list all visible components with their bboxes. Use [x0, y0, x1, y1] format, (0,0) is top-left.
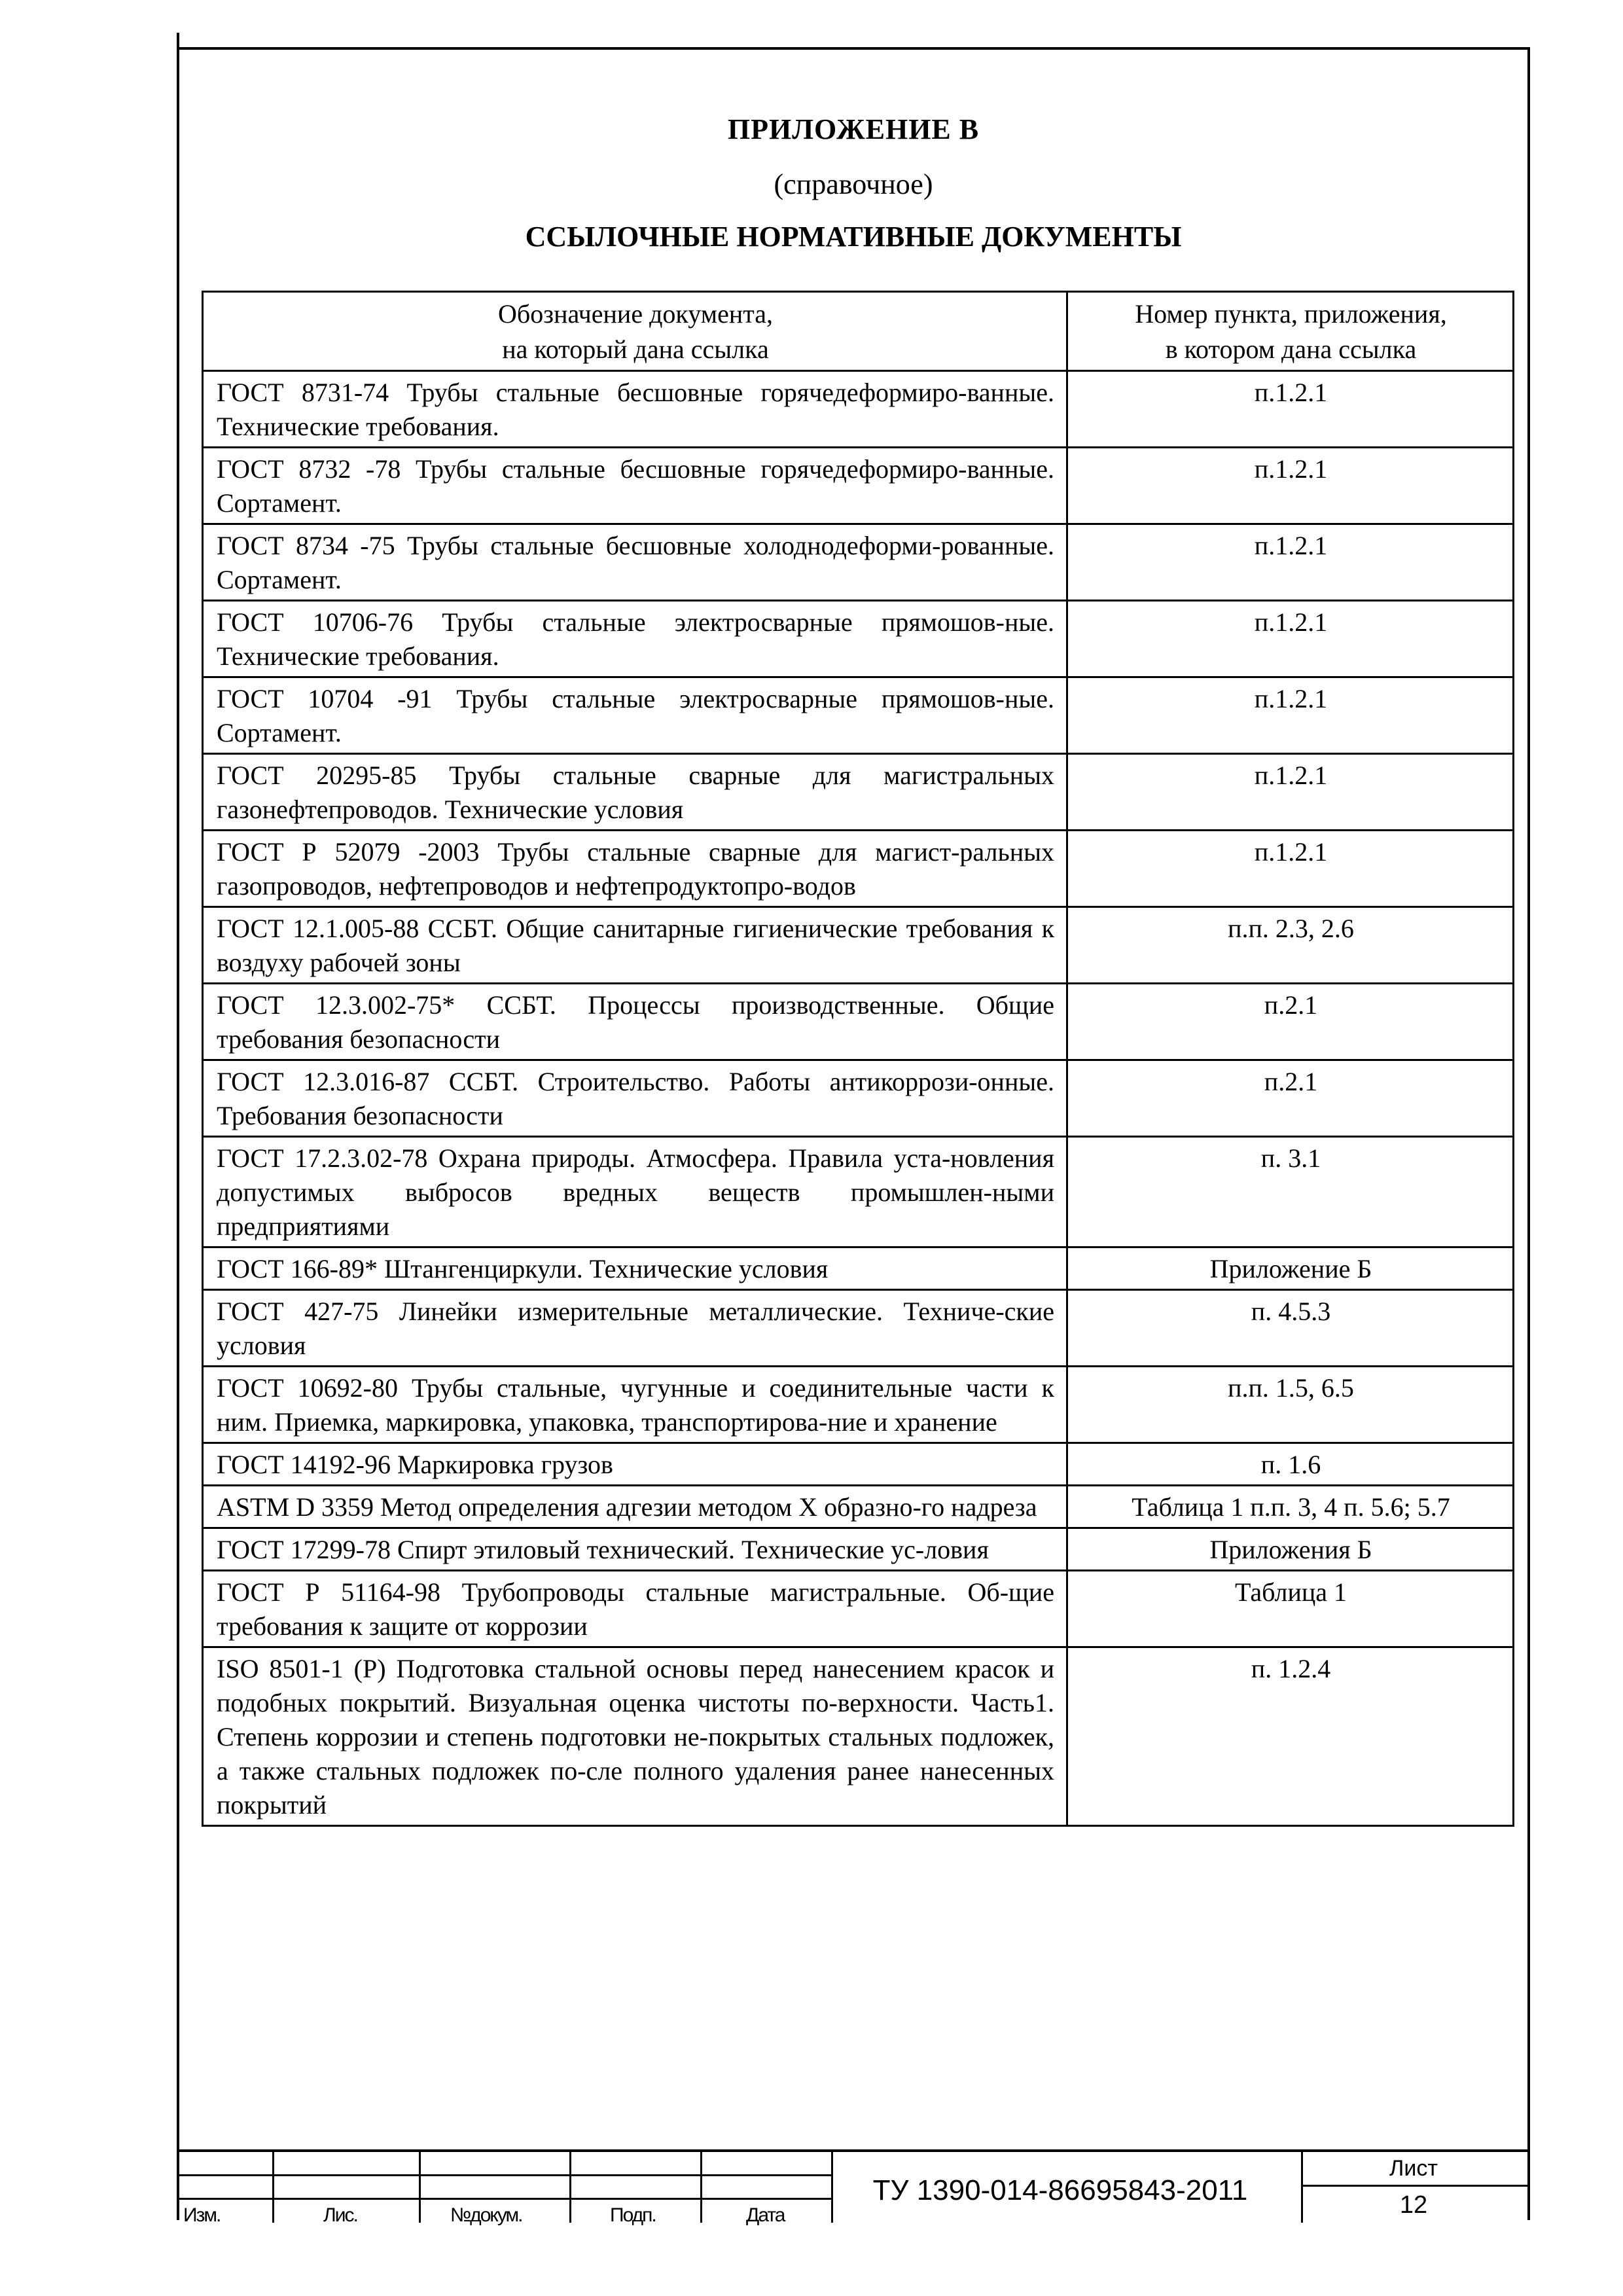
reference-cell: п. 4.5.3 — [1067, 1290, 1514, 1367]
table-row — [203, 831, 1514, 907]
appendix-title: ПРИЛОЖЕНИЕ В — [727, 113, 980, 145]
reference-cell: п. 1.6 — [1067, 1443, 1514, 1486]
table-row — [203, 1528, 1514, 1571]
table-row — [203, 1247, 1514, 1290]
reference-cell: п.1.2.1 — [1067, 754, 1514, 831]
stamp-label-data: Дата — [746, 2204, 785, 2226]
stamp-label-podp: Подп. — [610, 2204, 656, 2226]
reference-cell: п.1.2.1 — [1067, 448, 1514, 524]
table-body — [203, 371, 1514, 1826]
table-row — [203, 1290, 1514, 1367]
reference-cell: п. 3.1 — [1067, 1137, 1514, 1247]
document-cell: ISO 8501-1 (P) Подготовка стальной основы перед нанесением красок и подобных покрытий. Визуальная оценка чистоты по-верхности. Часть1. Степень коррозии и степень подготовки не-покрытых стальных подложек, а также стальных подложек по-сле полного удаления ранее нанесенных покрытий — [203, 1647, 1067, 1826]
stamp-divider — [419, 2152, 421, 2223]
table-row — [203, 907, 1514, 984]
appendix-subtitle: (справочное) — [774, 168, 933, 200]
document-cell: ГОСТ 12.1.005-88 ССБТ. Общие санитарные гигиенические требования к воздуху рабочей зоны — [203, 907, 1067, 984]
table-row — [203, 1443, 1514, 1486]
stamp-divider — [700, 2152, 702, 2223]
table-row — [203, 677, 1514, 754]
reference-cell: Приложение Б — [1067, 1247, 1514, 1290]
reference-cell: п.п. 1.5, 6.5 — [1067, 1367, 1514, 1443]
document-cell: ГОСТ 14192-96 Маркировка грузов — [203, 1443, 1067, 1486]
sheet-label: Лист — [1389, 2156, 1438, 2181]
document-cell: ГОСТ 12.3.002-75* ССБТ. Процессы производственные. Общие требования безопасности — [203, 984, 1067, 1060]
document-cell: ASTM D 3359 Метод определения адгезии методом Х образно-го надреза — [203, 1486, 1067, 1528]
stamp-label-izm: Изм. — [183, 2204, 221, 2226]
reference-cell: Таблица 1 п.п. 3, 4 п. 5.6; 5.7 — [1067, 1486, 1514, 1528]
reference-cell: п.1.2.1 — [1067, 677, 1514, 754]
table-row — [203, 1060, 1514, 1137]
document-cell: ГОСТ 12.3.016-87 ССБТ. Строительство. Работы антикоррози-онные. Требования безопасности — [203, 1060, 1067, 1137]
reference-cell: п.1.2.1 — [1067, 524, 1514, 601]
reference-cell: п.1.2.1 — [1067, 371, 1514, 448]
document-cell: ГОСТ 10704 -91 Трубы стальные электросварные прямошов-ные. Сортамент. — [203, 677, 1067, 754]
table-row — [203, 754, 1514, 831]
table-row — [203, 1486, 1514, 1528]
document-cell: ГОСТ 17.2.3.02-78 Охрана природы. Атмосфера. Правила уста-новления допустимых выбросов вредных веществ промышлен-ными предприятиями — [203, 1137, 1067, 1247]
table-header-row — [203, 292, 1514, 371]
document-cell: ГОСТ 8734 -75 Трубы стальные бесшовные холоднодеформи-рованные. Сортамент. — [203, 524, 1067, 601]
reference-cell: п.1.2.1 — [1067, 831, 1514, 907]
table-row — [203, 371, 1514, 448]
table-row — [203, 1137, 1514, 1247]
document-cell: ГОСТ 166-89* Штангенциркули. Технические условия — [203, 1247, 1067, 1290]
table-row — [203, 448, 1514, 524]
table-row — [203, 1367, 1514, 1443]
column-header-reference: Номер пункта, приложения, в котором дана ссылка — [1067, 292, 1514, 371]
appendix-heading: ССЫЛОЧНЫЕ НОРМАТИВНЫЕ ДОКУМЕНТЫ — [525, 221, 1182, 253]
sheet-number: 12 — [1399, 2191, 1428, 2219]
reference-cell: п.п. 2.3, 2.6 — [1067, 907, 1514, 984]
document-cell: ГОСТ 17299-78 Спирт этиловый технический. Технические ус-ловия — [203, 1528, 1067, 1571]
document-cell: ГОСТ Р 52079 -2003 Трубы стальные сварные для магист-ральных газопроводов, нефтепроводов и нефтепродуктопро-водов — [203, 831, 1067, 907]
table-row — [203, 1647, 1514, 1826]
title-block-stamp — [177, 2149, 1530, 2226]
stamp-label-dokum: №докум. — [450, 2204, 522, 2226]
document-cell: ГОСТ 8732 -78 Трубы стальные бесшовные горячедеформиро-ванные. Сортамент. — [203, 448, 1067, 524]
document-cell: ГОСТ 10706-76 Трубы стальные электросварные прямошов-ные. Технические требования. — [203, 601, 1067, 677]
column-header-document: Обозначение документа, на который дана ссылка — [203, 292, 1067, 371]
reference-cell: п.1.2.1 — [1067, 601, 1514, 677]
document-cell: ГОСТ Р 51164-98 Трубопроводы стальные магистральные. Об-щие требования к защите от коррозии — [203, 1571, 1067, 1647]
stamp-divider — [272, 2152, 274, 2223]
stamp-divider — [569, 2152, 571, 2223]
document-cell: ГОСТ 8731-74 Трубы стальные бесшовные горячедеформиро-ванные. Технические требования. — [203, 371, 1067, 448]
table-row — [203, 601, 1514, 677]
table-row — [203, 984, 1514, 1060]
stamp-label-list: Лис. — [323, 2204, 357, 2226]
reference-cell: п.2.1 — [1067, 1060, 1514, 1137]
document-cell: ГОСТ 10692-80 Трубы стальные, чугунные и соединительные части к ним. Приемка, маркировка, упаковка, транспортирова-ние и хранение — [203, 1367, 1067, 1443]
document-cell: ГОСТ 20295-85 Трубы стальные сварные для магистральных газонефтепроводов. Технические условия — [203, 754, 1067, 831]
reference-cell: Таблица 1 — [1067, 1571, 1514, 1647]
reference-cell: Приложения Б — [1067, 1528, 1514, 1571]
document-code: ТУ 1390-014-86695843-2011 — [872, 2174, 1248, 2206]
table-row — [203, 1571, 1514, 1647]
references-table — [202, 291, 1514, 1827]
reference-cell: п.2.1 — [1067, 984, 1514, 1060]
stamp-row-line — [1301, 2185, 1530, 2187]
table-row — [203, 524, 1514, 601]
stamp-row-line — [177, 2198, 831, 2200]
reference-cell: п. 1.2.4 — [1067, 1647, 1514, 1826]
stamp-row-line — [177, 2174, 831, 2176]
document-cell: ГОСТ 427-75 Линейки измерительные металлические. Техниче-ские условия — [203, 1290, 1067, 1367]
